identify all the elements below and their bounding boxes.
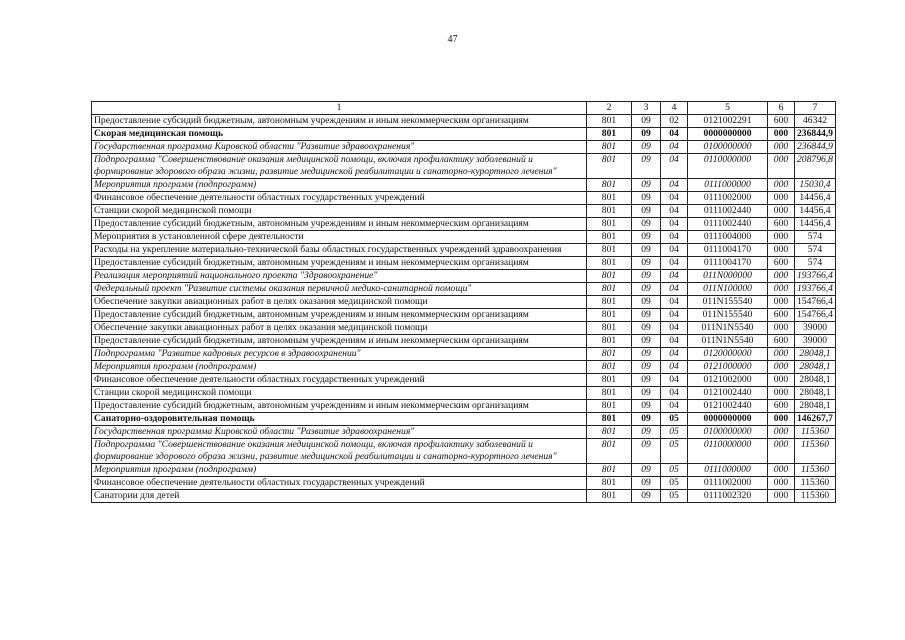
row-name: Предоставление субсидий бюджетным, автономным учреждениям и иным некоммерческим организациям xyxy=(92,400,587,413)
row-section: 09 xyxy=(632,218,661,231)
row-name: Реализация мероприятий национального проекта "Здравоохранение" xyxy=(92,270,587,283)
row-amount: 236844,9 xyxy=(795,128,836,141)
row-subsection: 05 xyxy=(661,439,688,464)
table-row xyxy=(92,128,836,141)
row-amount: 154766,4 xyxy=(795,309,836,322)
row-subsection: 05 xyxy=(661,426,688,439)
row-amount: 193766,4 xyxy=(795,270,836,283)
row-amount: 46342 xyxy=(795,115,836,128)
row-code: 801 xyxy=(587,439,632,464)
row-target: 0111004170 xyxy=(688,244,768,257)
table-row xyxy=(92,348,836,361)
row-code: 801 xyxy=(587,179,632,192)
row-target: 0100000000 xyxy=(688,426,768,439)
page-number: 47 xyxy=(447,34,458,45)
row-section: 09 xyxy=(632,141,661,154)
row-section: 09 xyxy=(632,374,661,387)
row-target: 0111004000 xyxy=(688,231,768,244)
row-section: 09 xyxy=(632,270,661,283)
row-name: Предоставление субсидий бюджетным, автономным учреждениям и иным некоммерческим организациям xyxy=(92,218,587,231)
row-amount: 15030,4 xyxy=(795,179,836,192)
row-subsection: 04 xyxy=(661,257,688,270)
row-name: Скорая медицинская помощь xyxy=(92,128,587,141)
table-row xyxy=(92,205,836,218)
row-amount: 115360 xyxy=(795,439,836,464)
row-subsection: 04 xyxy=(661,322,688,335)
row-section: 09 xyxy=(632,257,661,270)
row-name: Мероприятия программ (подпрограмм) xyxy=(92,361,587,374)
row-section: 09 xyxy=(632,348,661,361)
row-section: 09 xyxy=(632,283,661,296)
row-type: 000 xyxy=(768,477,795,490)
row-code: 801 xyxy=(587,413,632,426)
row-amount: 154766,4 xyxy=(795,296,836,309)
row-amount: 28048,1 xyxy=(795,374,836,387)
row-amount: 193766,4 xyxy=(795,283,836,296)
row-type: 000 xyxy=(768,413,795,426)
row-subsection: 04 xyxy=(661,192,688,205)
row-code: 801 xyxy=(587,192,632,205)
row-type: 000 xyxy=(768,387,795,400)
row-subsection: 04 xyxy=(661,309,688,322)
header-cell: 5 xyxy=(688,102,768,115)
row-code: 801 xyxy=(587,283,632,296)
row-name: Обеспечение закупки авиационных работ в целях оказания медицинской помощи xyxy=(92,296,587,309)
row-amount: 28048,1 xyxy=(795,348,836,361)
row-amount: 574 xyxy=(795,244,836,257)
row-target: 0111000000 xyxy=(688,464,768,477)
row-amount: 14456,4 xyxy=(795,192,836,205)
row-type: 600 xyxy=(768,400,795,413)
row-code: 801 xyxy=(587,400,632,413)
row-amount: 146267,7 xyxy=(795,413,836,426)
row-type: 000 xyxy=(768,464,795,477)
row-type: 000 xyxy=(768,154,795,179)
row-type: 000 xyxy=(768,490,795,503)
row-subsection: 05 xyxy=(661,464,688,477)
row-code: 801 xyxy=(587,231,632,244)
row-name: Мероприятия программ (подпрограмм) xyxy=(92,179,587,192)
row-subsection: 05 xyxy=(661,477,688,490)
row-subsection: 05 xyxy=(661,490,688,503)
row-subsection: 05 xyxy=(661,413,688,426)
row-amount: 28048,1 xyxy=(795,361,836,374)
row-name: Мероприятия в установленной сфере деятельности xyxy=(92,231,587,244)
row-section: 09 xyxy=(632,413,661,426)
row-amount: 574 xyxy=(795,257,836,270)
row-amount: 14456,4 xyxy=(795,218,836,231)
row-name: Подпрограмма "Совершенствование оказания медицинской помощи, включая профилактику заболеваний и формирование здорового образа жизни, развитие медицинской реабилитации и санаторно-курортного лечения" xyxy=(92,154,587,179)
row-code: 801 xyxy=(587,244,632,257)
row-code: 801 xyxy=(587,154,632,179)
row-target: 0121002440 xyxy=(688,400,768,413)
row-subsection: 04 xyxy=(661,335,688,348)
row-type: 000 xyxy=(768,192,795,205)
table-row xyxy=(92,309,836,322)
row-code: 801 xyxy=(587,361,632,374)
row-target: 0111002000 xyxy=(688,477,768,490)
table-row xyxy=(92,374,836,387)
row-target: 0121002291 xyxy=(688,115,768,128)
row-amount: 28048,1 xyxy=(795,387,836,400)
table-row xyxy=(92,115,836,128)
row-target: 0000000000 xyxy=(688,413,768,426)
row-section: 09 xyxy=(632,309,661,322)
table-row xyxy=(92,192,836,205)
row-section: 09 xyxy=(632,154,661,179)
row-subsection: 04 xyxy=(661,348,688,361)
table-row xyxy=(92,244,836,257)
row-code: 801 xyxy=(587,141,632,154)
row-code: 801 xyxy=(587,257,632,270)
row-section: 09 xyxy=(632,335,661,348)
row-type: 000 xyxy=(768,361,795,374)
row-target: 0111004170 xyxy=(688,257,768,270)
row-type: 600 xyxy=(768,309,795,322)
row-target: 0111002440 xyxy=(688,218,768,231)
row-subsection: 04 xyxy=(661,387,688,400)
row-name: Государственная программа Кировской области "Развитие здравоохранения" xyxy=(92,141,587,154)
table-row xyxy=(92,231,836,244)
row-subsection: 04 xyxy=(661,400,688,413)
row-target: 0110000000 xyxy=(688,154,768,179)
table-row xyxy=(92,400,836,413)
row-code: 801 xyxy=(587,374,632,387)
row-name: Станции скорой медицинской помощи xyxy=(92,387,587,400)
table-row xyxy=(92,464,836,477)
row-name: Федеральный проект "Развитие системы оказания первичной медико-санитарной помощи" xyxy=(92,283,587,296)
row-section: 09 xyxy=(632,192,661,205)
row-subsection: 04 xyxy=(661,296,688,309)
row-code: 801 xyxy=(587,115,632,128)
row-subsection: 04 xyxy=(661,179,688,192)
row-subsection: 04 xyxy=(661,205,688,218)
row-target: 011N000000 xyxy=(688,270,768,283)
row-type: 000 xyxy=(768,283,795,296)
row-type: 000 xyxy=(768,141,795,154)
row-code: 801 xyxy=(587,348,632,361)
row-subsection: 04 xyxy=(661,128,688,141)
row-code: 801 xyxy=(587,335,632,348)
row-amount: 115360 xyxy=(795,464,836,477)
row-target: 0110000000 xyxy=(688,439,768,464)
row-subsection: 04 xyxy=(661,141,688,154)
row-target: 0111000000 xyxy=(688,179,768,192)
header-cell: 2 xyxy=(587,102,632,115)
table-row xyxy=(92,413,836,426)
row-code: 801 xyxy=(587,205,632,218)
row-amount: 115360 xyxy=(795,490,836,503)
row-section: 09 xyxy=(632,464,661,477)
row-target: 0121002000 xyxy=(688,374,768,387)
row-type: 000 xyxy=(768,426,795,439)
row-name: Мероприятия программ (подпрограмм) xyxy=(92,464,587,477)
row-amount: 14456,4 xyxy=(795,205,836,218)
row-type: 000 xyxy=(768,244,795,257)
row-target: 011N155540 xyxy=(688,309,768,322)
header-cell: 3 xyxy=(632,102,661,115)
row-amount: 115360 xyxy=(795,426,836,439)
row-section: 09 xyxy=(632,361,661,374)
row-target: 011N155540 xyxy=(688,296,768,309)
table-body xyxy=(92,115,836,503)
row-section: 09 xyxy=(632,387,661,400)
row-type: 000 xyxy=(768,348,795,361)
table-row xyxy=(92,477,836,490)
row-target: 0121000000 xyxy=(688,361,768,374)
row-section: 09 xyxy=(632,477,661,490)
row-subsection: 04 xyxy=(661,244,688,257)
row-type: 600 xyxy=(768,335,795,348)
row-target: 0000000000 xyxy=(688,128,768,141)
row-name: Станции скорой медицинской помощи xyxy=(92,205,587,218)
table-row xyxy=(92,322,836,335)
row-target: 0111002000 xyxy=(688,192,768,205)
table-row xyxy=(92,296,836,309)
row-code: 801 xyxy=(587,309,632,322)
row-name: Предоставление субсидий бюджетным, автономным учреждениям и иным некоммерческим организациям xyxy=(92,309,587,322)
row-name: Подпрограмма "Совершенствование оказания медицинской помощи, включая профилактику заболеваний и формирование здорового образа жизни, развитие медицинской реабилитации и санаторно-курортного лечения" xyxy=(92,439,587,464)
row-section: 09 xyxy=(632,115,661,128)
header-row xyxy=(92,102,836,115)
row-section: 09 xyxy=(632,231,661,244)
table-row xyxy=(92,387,836,400)
row-amount: 28048,1 xyxy=(795,400,836,413)
row-section: 09 xyxy=(632,179,661,192)
row-code: 801 xyxy=(587,477,632,490)
row-section: 09 xyxy=(632,426,661,439)
header-cell: 6 xyxy=(768,102,795,115)
table-row xyxy=(92,283,836,296)
row-target: 0121002440 xyxy=(688,387,768,400)
budget-table xyxy=(91,101,836,503)
row-name: Финансовое обеспечение деятельности областных государственных учреждений xyxy=(92,477,587,490)
table-row xyxy=(92,179,836,192)
row-name: Подпрограмма "Развитие кадровых ресурсов в здравоохранении" xyxy=(92,348,587,361)
row-target: 0120000000 xyxy=(688,348,768,361)
row-section: 09 xyxy=(632,205,661,218)
row-amount: 236844,9 xyxy=(795,141,836,154)
row-code: 801 xyxy=(587,322,632,335)
row-name: Предоставление субсидий бюджетным, автономным учреждениям и иным некоммерческим организациям xyxy=(92,335,587,348)
row-section: 09 xyxy=(632,400,661,413)
row-section: 09 xyxy=(632,439,661,464)
row-type: 000 xyxy=(768,270,795,283)
row-name: Предоставление субсидий бюджетным, автономным учреждениям и иным некоммерческим организациям xyxy=(92,257,587,270)
row-code: 801 xyxy=(587,270,632,283)
row-subsection: 04 xyxy=(661,270,688,283)
table-row xyxy=(92,426,836,439)
row-name: Санатории для детей xyxy=(92,490,587,503)
row-code: 801 xyxy=(587,490,632,503)
table-row xyxy=(92,361,836,374)
table-row xyxy=(92,490,836,503)
row-type: 600 xyxy=(768,218,795,231)
row-type: 600 xyxy=(768,257,795,270)
header-cell: 1 xyxy=(92,102,587,115)
row-amount: 574 xyxy=(795,231,836,244)
table-row xyxy=(92,154,836,179)
row-section: 09 xyxy=(632,128,661,141)
row-type: 000 xyxy=(768,128,795,141)
row-section: 09 xyxy=(632,490,661,503)
row-subsection: 02 xyxy=(661,115,688,128)
row-target: 011N100000 xyxy=(688,283,768,296)
row-target: 0100000000 xyxy=(688,141,768,154)
row-name: Финансовое обеспечение деятельности областных государственных учреждений xyxy=(92,374,587,387)
row-subsection: 04 xyxy=(661,154,688,179)
row-name: Государственная программа Кировской области "Развитие здравоохранения" xyxy=(92,426,587,439)
row-type: 000 xyxy=(768,205,795,218)
row-section: 09 xyxy=(632,322,661,335)
row-amount: 39000 xyxy=(795,322,836,335)
row-section: 09 xyxy=(632,296,661,309)
row-type: 000 xyxy=(768,231,795,244)
row-subsection: 04 xyxy=(661,231,688,244)
row-code: 801 xyxy=(587,426,632,439)
row-name: Обеспечение закупки авиационных работ в целях оказания медицинской помощи xyxy=(92,322,587,335)
row-code: 801 xyxy=(587,387,632,400)
row-code: 801 xyxy=(587,218,632,231)
table-row xyxy=(92,141,836,154)
row-subsection: 04 xyxy=(661,361,688,374)
row-type: 000 xyxy=(768,374,795,387)
row-type: 000 xyxy=(768,439,795,464)
row-code: 801 xyxy=(587,296,632,309)
row-type: 600 xyxy=(768,115,795,128)
row-section: 09 xyxy=(632,244,661,257)
row-amount: 115360 xyxy=(795,477,836,490)
row-target: 0111002320 xyxy=(688,490,768,503)
table-row xyxy=(92,270,836,283)
row-subsection: 04 xyxy=(661,374,688,387)
header-cell: 4 xyxy=(661,102,688,115)
row-code: 801 xyxy=(587,464,632,477)
row-code: 801 xyxy=(587,128,632,141)
row-subsection: 04 xyxy=(661,283,688,296)
table-row xyxy=(92,439,836,464)
row-name: Расходы на укрепление материально-технической базы областных государственных учреждений здравоохранения xyxy=(92,244,587,257)
row-type: 000 xyxy=(768,179,795,192)
row-target: 011N1N5540 xyxy=(688,322,768,335)
row-name: Санаторно-оздоровительная помощь xyxy=(92,413,587,426)
row-type: 000 xyxy=(768,296,795,309)
row-subsection: 04 xyxy=(661,218,688,231)
row-amount: 39000 xyxy=(795,335,836,348)
table-row xyxy=(92,335,836,348)
row-name: Финансовое обеспечение деятельности областных государственных учреждений xyxy=(92,192,587,205)
table-row xyxy=(92,218,836,231)
header-cell: 7 xyxy=(795,102,836,115)
row-target: 0111002440 xyxy=(688,205,768,218)
row-type: 000 xyxy=(768,322,795,335)
table-row xyxy=(92,257,836,270)
row-amount: 208796,8 xyxy=(795,154,836,179)
row-target: 011N1N5540 xyxy=(688,335,768,348)
row-name: Предоставление субсидий бюджетным, автономным учреждениям и иным некоммерческим организациям xyxy=(92,115,587,128)
